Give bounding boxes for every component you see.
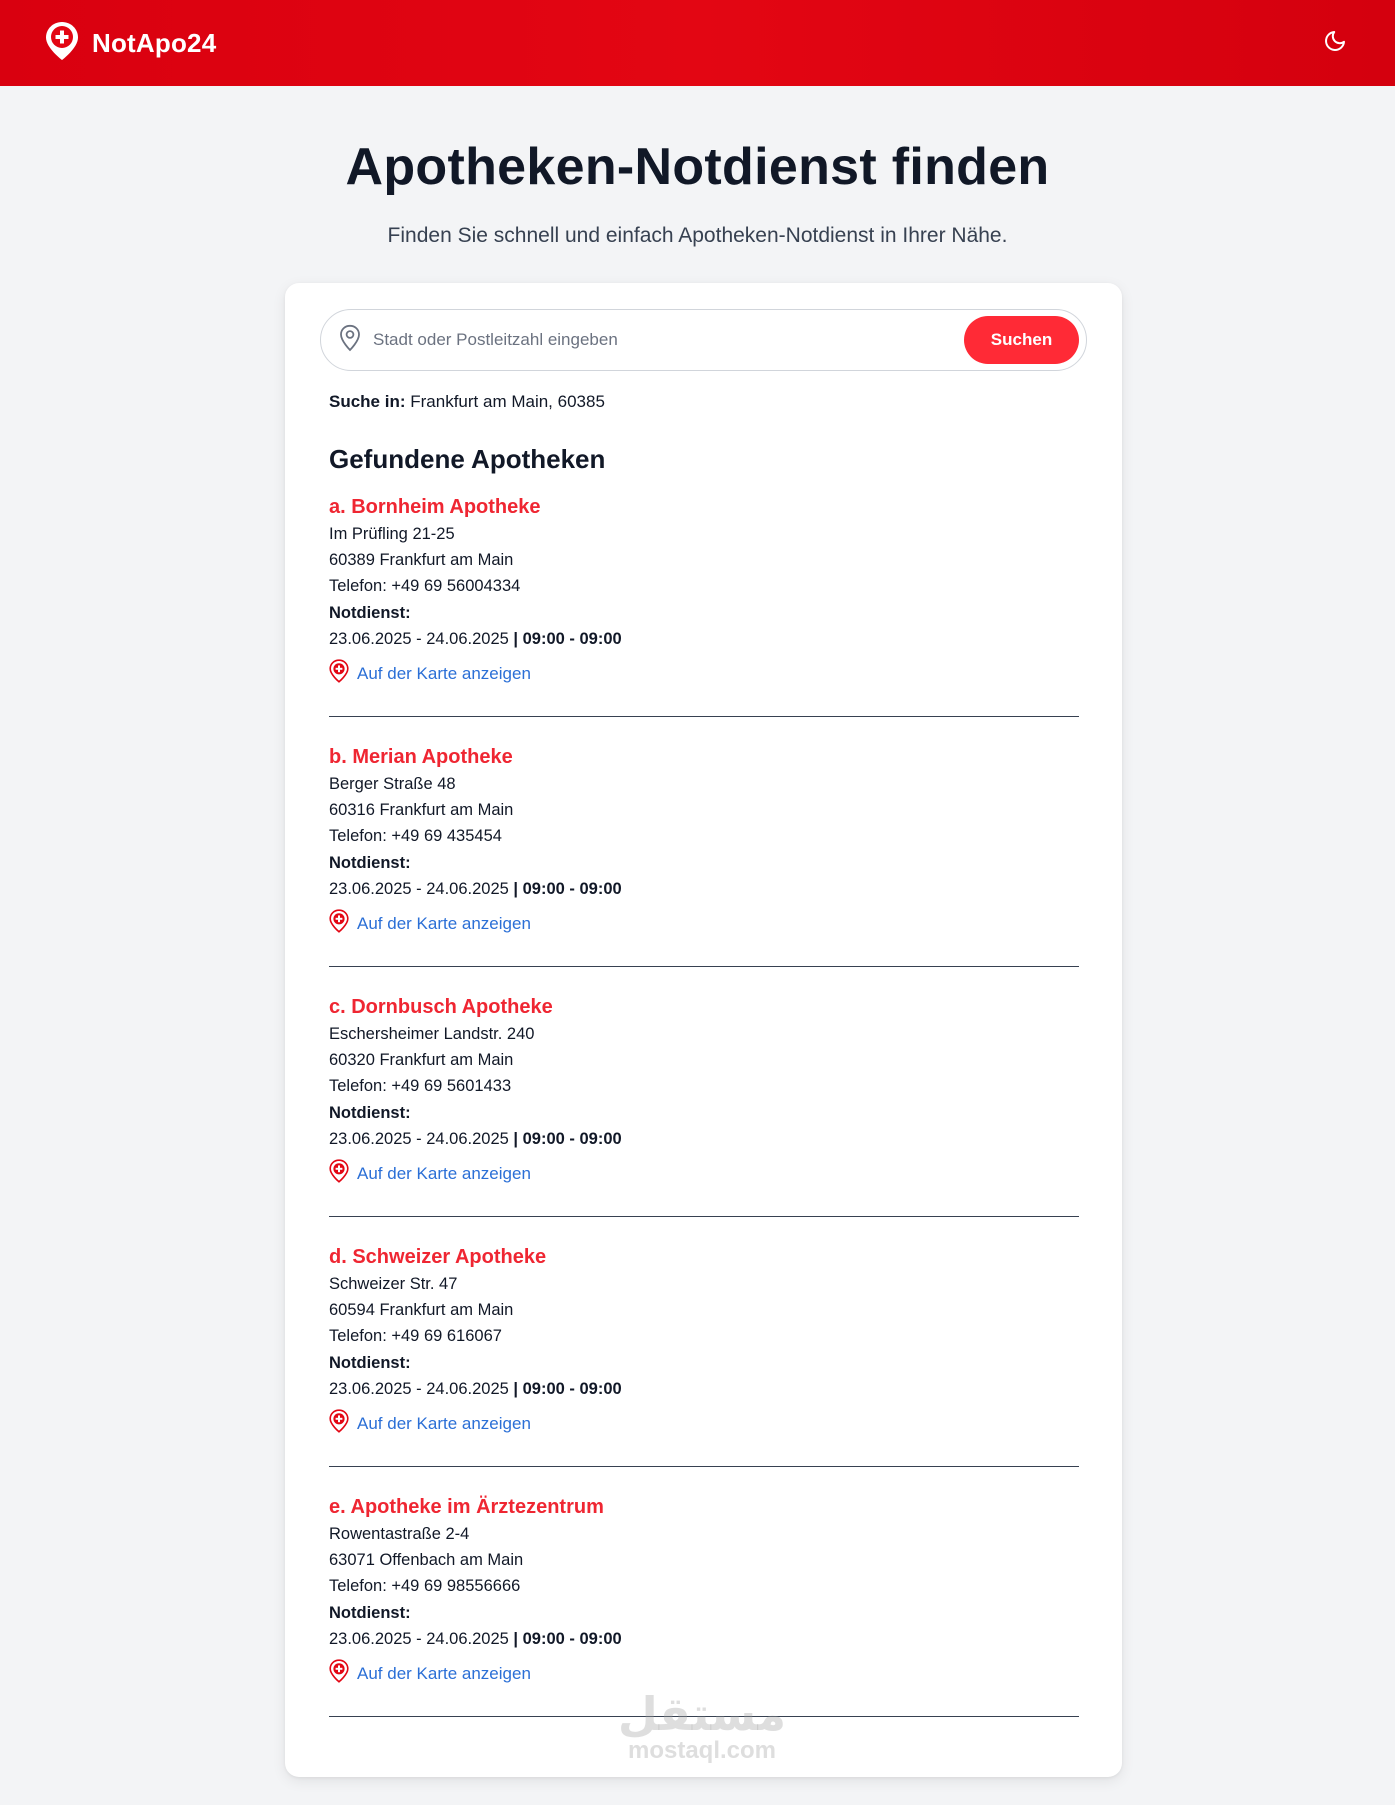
- duty-hours: 09:00 - 09:00: [522, 1379, 622, 1398]
- results-title: Gefundene Apotheken: [329, 444, 606, 474]
- duty-period: [329, 1626, 1079, 1652]
- map-pin-icon: [329, 659, 349, 688]
- search-bar: [320, 309, 1087, 371]
- duty-period: [329, 1126, 1079, 1152]
- search-input[interactable]: [373, 330, 964, 350]
- duty-hours: 09:00 - 09:00: [522, 879, 622, 898]
- watermark: [612, 1690, 792, 1764]
- duty-hours: 09:00 - 09:00: [522, 629, 622, 648]
- duty-label: Notdienst:: [329, 853, 411, 872]
- pharmacy-name[interactable]: e. Apotheke im Ärztezentrum: [329, 1496, 604, 1518]
- pharmacy-list-item: [329, 495, 1079, 717]
- watermark-latin: mostaql.com: [627, 1737, 777, 1764]
- duty-dates: 23.06.2025 - 24.06.2025: [329, 1629, 509, 1648]
- pharmacy-street: Berger Straße 48: [329, 775, 456, 793]
- map-pin-icon: [329, 1659, 349, 1688]
- pharmacy-list: [329, 495, 1079, 1717]
- show-on-map-label: Auf der Karte anzeigen: [357, 1413, 531, 1433]
- page-title: Apotheken-Notdienst finden: [345, 138, 1050, 196]
- pharmacy-phone: Telefon: +49 69 5601433: [329, 1077, 512, 1096]
- pharmacy-pin-icon: [44, 20, 80, 67]
- pharmacy-city: 60594 Frankfurt am Main: [329, 1301, 514, 1320]
- duty-label: Notdienst:: [329, 1603, 411, 1622]
- duty-separator: |: [508, 629, 523, 648]
- hero: [0, 86, 1395, 248]
- duty-label: Notdienst:: [329, 1103, 411, 1122]
- pharmacy-street: Schweizer Str. 47: [329, 1275, 458, 1293]
- duty-period: [329, 876, 1079, 902]
- duty-dates: 23.06.2025 - 24.06.2025: [329, 879, 509, 898]
- duty-separator: |: [508, 879, 523, 898]
- show-on-map-link[interactable]: [329, 1159, 531, 1188]
- show-on-map-link[interactable]: [329, 1659, 531, 1688]
- results-card: [285, 283, 1122, 1777]
- pharmacy-phone: Telefon: +49 69 616067: [329, 1327, 502, 1346]
- search-location-label: Suche in:: [329, 392, 406, 411]
- duty-separator: |: [508, 1129, 523, 1148]
- search-button[interactable]: Suchen: [964, 316, 1079, 364]
- duty-hours: 09:00 - 09:00: [522, 1129, 622, 1148]
- duty-dates: 23.06.2025 - 24.06.2025: [329, 629, 509, 648]
- show-on-map-label: Auf der Karte anzeigen: [357, 913, 531, 933]
- pharmacy-name[interactable]: c. Dornbusch Apotheke: [329, 996, 553, 1018]
- duty-label: Notdienst:: [329, 1353, 411, 1372]
- page-subtitle: Finden Sie schnell und einfach Apotheken-Notdienst in Ihrer Nähe.: [387, 223, 1008, 247]
- watermark-arabic: مستقل: [617, 1688, 787, 1740]
- pharmacy-phone: Telefon: +49 69 98556666: [329, 1577, 521, 1596]
- theme-toggle-button[interactable]: [1315, 23, 1355, 63]
- show-on-map-label: Auf der Karte anzeigen: [357, 1163, 531, 1183]
- duty-label: Notdienst:: [329, 603, 411, 622]
- pharmacy-city: 63071 Offenbach am Main: [329, 1551, 524, 1570]
- pharmacy-city: 60316 Frankfurt am Main: [329, 801, 514, 820]
- pharmacy-name[interactable]: d. Schweizer Apotheke: [329, 1246, 547, 1268]
- pharmacy-city: 60389 Frankfurt am Main: [329, 551, 514, 570]
- pharmacy-list-item: [329, 1495, 1079, 1717]
- show-on-map-link[interactable]: [329, 659, 531, 688]
- pharmacy-street: Eschersheimer Landstr. 240: [329, 1025, 535, 1043]
- show-on-map-label: Auf der Karte anzeigen: [357, 1663, 531, 1683]
- duty-period: [329, 1376, 1079, 1402]
- pharmacy-phone: Telefon: +49 69 56004334: [329, 577, 521, 596]
- pharmacy-list-item: [329, 995, 1079, 1217]
- pharmacy-list-item: [329, 745, 1079, 967]
- duty-separator: |: [508, 1629, 523, 1648]
- pharmacy-name[interactable]: a. Bornheim Apotheke: [329, 496, 541, 518]
- brand-link[interactable]: [44, 20, 216, 67]
- location-pin-icon: [337, 324, 363, 357]
- duty-period: [329, 626, 1079, 652]
- pharmacy-phone: Telefon: +49 69 435454: [329, 827, 502, 846]
- pharmacy-street: Im Prüfling 21-25: [329, 525, 455, 543]
- duty-separator: |: [508, 1379, 523, 1398]
- map-pin-icon: [329, 1409, 349, 1438]
- brand-name: NotApo24: [92, 27, 217, 58]
- show-on-map-link[interactable]: [329, 909, 531, 938]
- search-location-value: Frankfurt am Main, 60385: [410, 392, 605, 411]
- top-bar: [0, 0, 1395, 86]
- map-pin-icon: [329, 909, 349, 938]
- duty-dates: 23.06.2025 - 24.06.2025: [329, 1129, 509, 1148]
- pharmacy-list-item: [329, 1245, 1079, 1467]
- show-on-map-label: Auf der Karte anzeigen: [357, 663, 531, 683]
- map-pin-icon: [329, 1159, 349, 1188]
- duty-dates: 23.06.2025 - 24.06.2025: [329, 1379, 509, 1398]
- pharmacy-city: 60320 Frankfurt am Main: [329, 1051, 514, 1070]
- show-on-map-link[interactable]: [329, 1409, 531, 1438]
- moon-icon: [1323, 29, 1347, 58]
- duty-hours: 09:00 - 09:00: [522, 1629, 622, 1648]
- pharmacy-street: Rowentastraße 2-4: [329, 1525, 470, 1543]
- search-location: [329, 392, 1087, 412]
- pharmacy-name[interactable]: b. Merian Apotheke: [329, 746, 513, 768]
